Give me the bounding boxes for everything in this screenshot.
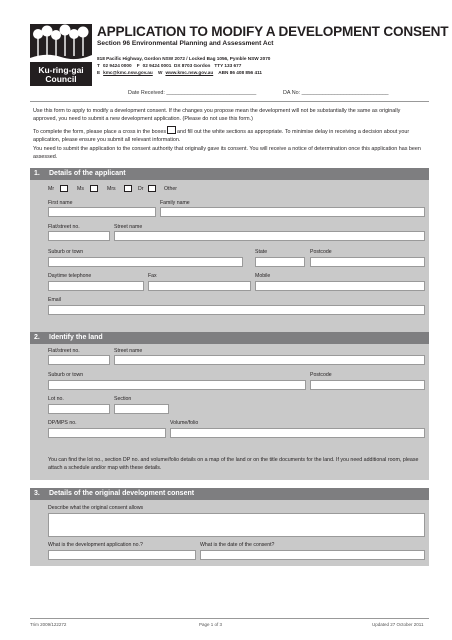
- email-input[interactable]: [48, 305, 425, 315]
- title-dr-checkbox[interactable]: [148, 185, 156, 192]
- daytime-telephone-label: Daytime telephone: [48, 273, 92, 279]
- title-mr-checkbox[interactable]: [60, 185, 68, 192]
- applicant-flat-no-label: Flat/street no.: [48, 224, 80, 230]
- describe-consent-label: Describe what the original consent allows: [48, 505, 144, 511]
- fax-label: F: [136, 63, 140, 68]
- contact-phone-line: [97, 63, 241, 68]
- applicant-state-label: State: [255, 249, 268, 255]
- title-ms-label: Ms: [77, 186, 84, 192]
- family-name-label: Family name: [160, 200, 190, 206]
- lot-no-input[interactable]: [48, 404, 110, 414]
- volume-folio-label: Volume/folio: [170, 420, 199, 426]
- contact-address: 818 Pacific Highway, Gordon NSW 2072 / Locked Bag 1056, Pymble NSW 2070: [97, 56, 271, 61]
- mobile-label: Mobile: [255, 273, 271, 279]
- trees-logo-icon: [30, 24, 92, 62]
- family-name-input[interactable]: [160, 207, 425, 217]
- web-label: W: [158, 70, 163, 75]
- land-street-name-label: Street name: [114, 348, 143, 354]
- intro-instructions-end: and fill out the white sections as appropriate. To minimise delay in receiving a decision about your application, please ensure you submit all relevant information.: [33, 129, 410, 144]
- intro-paragraph-3: You need to submit the application to the consent authority that originally gave its consent. You will receive a notice of determination once this application has been assessed.: [33, 146, 421, 161]
- land-postcode-label: Postcode: [310, 372, 332, 378]
- footer-page-number: Page 1 of 3: [199, 622, 223, 627]
- logo-text-line2: Council: [45, 74, 77, 84]
- section-3-header: [30, 488, 429, 500]
- contact-web-line: [97, 70, 262, 75]
- application-no-input[interactable]: [48, 550, 196, 560]
- lot-no-label: Lot no.: [48, 396, 64, 402]
- footer-form-id: Trim 2009/122272: [30, 622, 67, 627]
- title-mrs-label: Mrs: [107, 186, 116, 192]
- applicant-street-name-input[interactable]: [114, 231, 425, 241]
- land-details-note: You can find the lot no., section DP no. and volume/folio details on a map of the land or on the title documents for the land. If you need additional room, please attach a schedule and/or map with these details.: [48, 457, 419, 471]
- section-1-number: 1.: [34, 170, 40, 177]
- section-1-body: [30, 180, 429, 336]
- section-3-number: 3.: [34, 490, 40, 497]
- section-3-body: [30, 500, 429, 566]
- section-no-input[interactable]: [114, 404, 169, 414]
- land-suburb-input[interactable]: [48, 380, 306, 390]
- land-street-name-input[interactable]: [114, 355, 425, 365]
- phone-label: T: [97, 63, 100, 68]
- applicant-street-name-label: Street name: [114, 224, 143, 230]
- da-number-field[interactable]: DA No: _____________________________: [283, 90, 389, 96]
- section-no-label: Section: [114, 396, 132, 402]
- consent-date-label: What is the date of the consent?: [200, 542, 275, 548]
- first-name-input[interactable]: [48, 207, 156, 217]
- council-logo: [30, 24, 92, 86]
- daytime-telephone-input[interactable]: [48, 281, 144, 291]
- section-2-header: [30, 332, 429, 344]
- land-postcode-input[interactable]: [310, 380, 425, 390]
- intro-instructions-start: To complete the form, please place a cross in the boxes: [33, 129, 167, 135]
- title-mrs-checkbox[interactable]: [124, 185, 132, 192]
- title-other-label: Other: [164, 186, 177, 192]
- fax-field-label: Fax: [148, 273, 157, 279]
- section-1-header: [30, 168, 429, 180]
- describe-consent-input[interactable]: [48, 513, 425, 537]
- intro-paragraph-2: [33, 126, 425, 144]
- section-2-number: 2.: [34, 334, 40, 341]
- section-1-title: Details of the applicant: [49, 170, 126, 177]
- abn-number: ABN 86 408 856 411: [218, 70, 263, 75]
- fax-number: 02 9424 0001: [142, 63, 172, 68]
- form-title: APPLICATION TO MODIFY A DEVELOPMENT CONSENT: [97, 24, 449, 39]
- applicant-suburb-input[interactable]: [48, 257, 243, 267]
- date-received-field[interactable]: Date Received: ______________________________: [128, 90, 257, 96]
- land-flat-no-label: Flat/street no.: [48, 348, 80, 354]
- header-divider: [30, 101, 429, 102]
- mobile-input[interactable]: [255, 281, 425, 291]
- title-dr-label: Dr: [138, 186, 144, 192]
- email-link[interactable]: kmc@kmc.nsw.gov.au: [103, 70, 153, 75]
- section-2-body: [30, 344, 429, 480]
- title-mr-label: Mr: [48, 186, 55, 192]
- land-suburb-label: Suburb or town: [48, 372, 84, 378]
- application-no-label: What is the development application no.?: [48, 542, 143, 548]
- form-subtitle: Section 96 Environmental Planning and Assessment Act: [97, 40, 274, 47]
- land-flat-no-input[interactable]: [48, 355, 110, 365]
- dx-number: DX 8703 Gordon: [173, 63, 211, 68]
- footer-updated-date: Updated 27 October 2011: [372, 622, 424, 627]
- applicant-postcode-input[interactable]: [310, 257, 425, 267]
- dp-mps-label: DP/MPS no.: [48, 420, 77, 426]
- tty-number: TTY 133 677: [214, 63, 242, 68]
- title-ms-checkbox[interactable]: [90, 185, 98, 192]
- logo-text-line1: Ku-ring-gai: [38, 65, 84, 75]
- dp-mps-input[interactable]: [48, 428, 166, 438]
- first-name-label: First name: [48, 200, 73, 206]
- section-2-title: Identify the land: [49, 334, 103, 341]
- applicant-state-input[interactable]: [255, 257, 305, 267]
- email-label: E: [97, 70, 101, 75]
- intro-paragraph-1: Use this form to apply to modify a development consent. If the changes you propose mean the development will not be substantially the same as originally approved, you need to submit a new development application. (Please do not use this form.): [33, 108, 401, 123]
- footer-divider: [30, 618, 429, 619]
- phone-number: 02 9424 0000: [102, 63, 132, 68]
- section-3-title: Details of the original development consent: [49, 490, 195, 497]
- consent-date-input[interactable]: [200, 550, 425, 560]
- fax-input[interactable]: [148, 281, 251, 291]
- applicant-suburb-label: Suburb or town: [48, 249, 84, 255]
- applicant-flat-no-input[interactable]: [48, 231, 110, 241]
- email-field-label: Email: [48, 297, 61, 303]
- web-link[interactable]: www.kmc.nsw.gov.au: [165, 70, 214, 75]
- example-checkbox: [167, 126, 176, 134]
- volume-folio-input[interactable]: [170, 428, 425, 438]
- applicant-postcode-label: Postcode: [310, 249, 332, 255]
